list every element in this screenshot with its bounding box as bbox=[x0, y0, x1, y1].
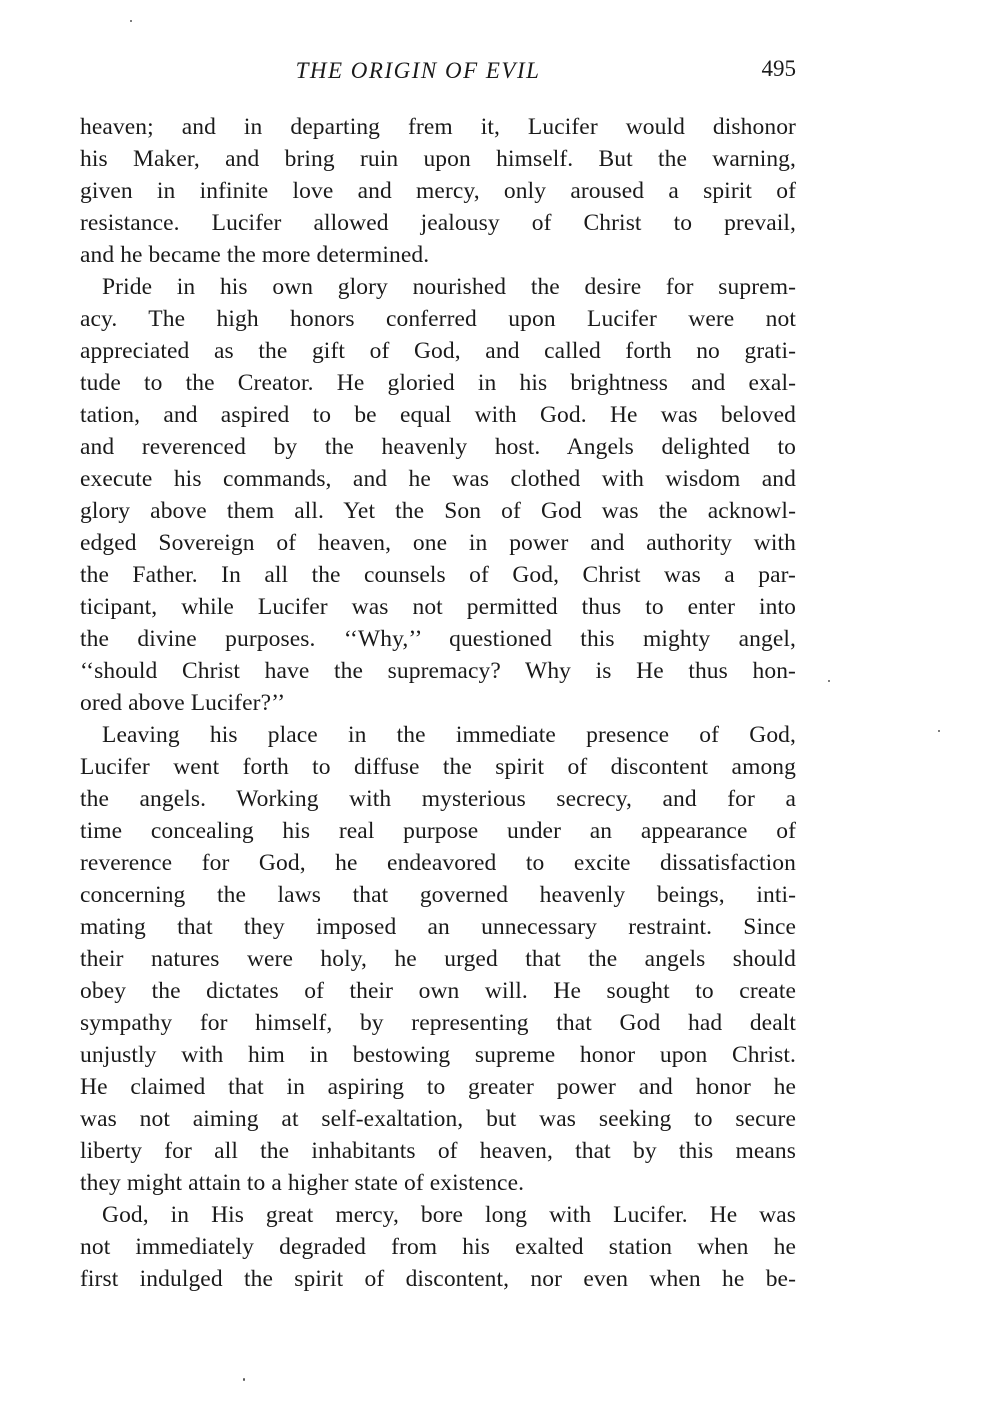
text-line: ticipant, while Lucifer was not permitted thus to enter into bbox=[80, 594, 796, 620]
text-line: concerning the laws that governed heavenly beings, inti- bbox=[80, 882, 796, 908]
text-line: He claimed that in aspiring to greater power and honor he bbox=[80, 1074, 796, 1100]
scan-speck bbox=[243, 1378, 245, 1381]
text-line: time concealing his real purpose under an appearance of bbox=[80, 818, 796, 844]
text-line: heaven; and in departing frem it, Lucifer would dishonor bbox=[80, 114, 796, 140]
scan-speck bbox=[938, 730, 940, 732]
text-line: ‘‘should Christ have the supremacy? Why is He thus hon- bbox=[80, 658, 796, 684]
text-line: they might attain to a higher state of existence. bbox=[80, 1170, 525, 1196]
text-line: first indulged the spirit of discontent, nor even when he be- bbox=[80, 1266, 796, 1292]
running-title: THE ORIGIN OF EVIL bbox=[295, 58, 541, 83]
text-line: not immediately degraded from his exalted station when he bbox=[80, 1234, 796, 1260]
text-line: God, in His great mercy, bore long with Lucifer. He was bbox=[102, 1202, 796, 1228]
scan-speck bbox=[130, 20, 132, 22]
text-line: execute his commands, and he was clothed with wisdom and bbox=[80, 466, 796, 492]
text-line: Lucifer went forth to diffuse the spirit of discontent among bbox=[80, 754, 796, 780]
text-line: ored above Lucifer?’’ bbox=[80, 690, 286, 716]
text-line: their natures were holy, he urged that the angels should bbox=[80, 946, 796, 972]
text-line: the Father. In all the counsels of God, Christ was a par- bbox=[80, 562, 796, 588]
text-line: his Maker, and bring ruin upon himself. But the warning, bbox=[80, 146, 796, 172]
text-line: was not aiming at self-exaltation, but was seeking to secure bbox=[80, 1106, 796, 1132]
text-line: liberty for all the inhabitants of heaven, that by this means bbox=[80, 1138, 796, 1164]
paragraph bbox=[80, 111, 796, 271]
paragraph bbox=[80, 719, 796, 1199]
text-line: Leaving his place in the immediate presence of God, bbox=[102, 722, 796, 748]
text-line: resistance. Lucifer allowed jealousy of Christ to prevail, bbox=[80, 210, 796, 236]
text-line: obey the dictates of their own will. He sought to create bbox=[80, 978, 796, 1004]
page-number: 495 bbox=[761, 56, 796, 81]
scan-speck bbox=[828, 680, 830, 682]
text-line: glory above them all. Yet the Son of God was the acknowl- bbox=[80, 498, 796, 524]
text-line: Pride in his own glory nourished the desire for suprem- bbox=[102, 274, 796, 300]
text-line: the angels. Working with mysterious secrecy, and for a bbox=[80, 786, 796, 812]
paragraph bbox=[80, 1199, 796, 1295]
text-line: unjustly with him in bestowing supreme honor upon Christ. bbox=[80, 1042, 796, 1068]
text-line: the divine purposes. ‘‘Why,’’ questioned this mighty angel, bbox=[80, 626, 796, 652]
text-line: appreciated as the gift of God, and called forth no grati- bbox=[80, 338, 796, 364]
paragraph bbox=[80, 271, 796, 719]
text-line: tation, and aspired to be equal with God. He was beloved bbox=[80, 402, 796, 428]
text-line: given in infinite love and mercy, only aroused a spirit of bbox=[80, 178, 796, 204]
text-line: and reverenced by the heavenly host. Angels delighted to bbox=[80, 434, 796, 460]
text-line: reverence for God, he endeavored to excite dissatisfaction bbox=[80, 850, 796, 876]
body-text bbox=[80, 111, 796, 1295]
text-line: edged Sovereign of heaven, one in power and authority with bbox=[80, 530, 796, 556]
text-line: mating that they imposed an unnecessary restraint. Since bbox=[80, 914, 796, 940]
page-header bbox=[80, 54, 796, 88]
text-line: and he became the more determined. bbox=[80, 242, 430, 268]
text-line: sympathy for himself, by representing that God had dealt bbox=[80, 1010, 796, 1036]
text-line: tude to the Creator. He gloried in his brightness and exal- bbox=[80, 370, 796, 396]
text-line: acy. The high honors conferred upon Lucifer were not bbox=[80, 306, 796, 332]
